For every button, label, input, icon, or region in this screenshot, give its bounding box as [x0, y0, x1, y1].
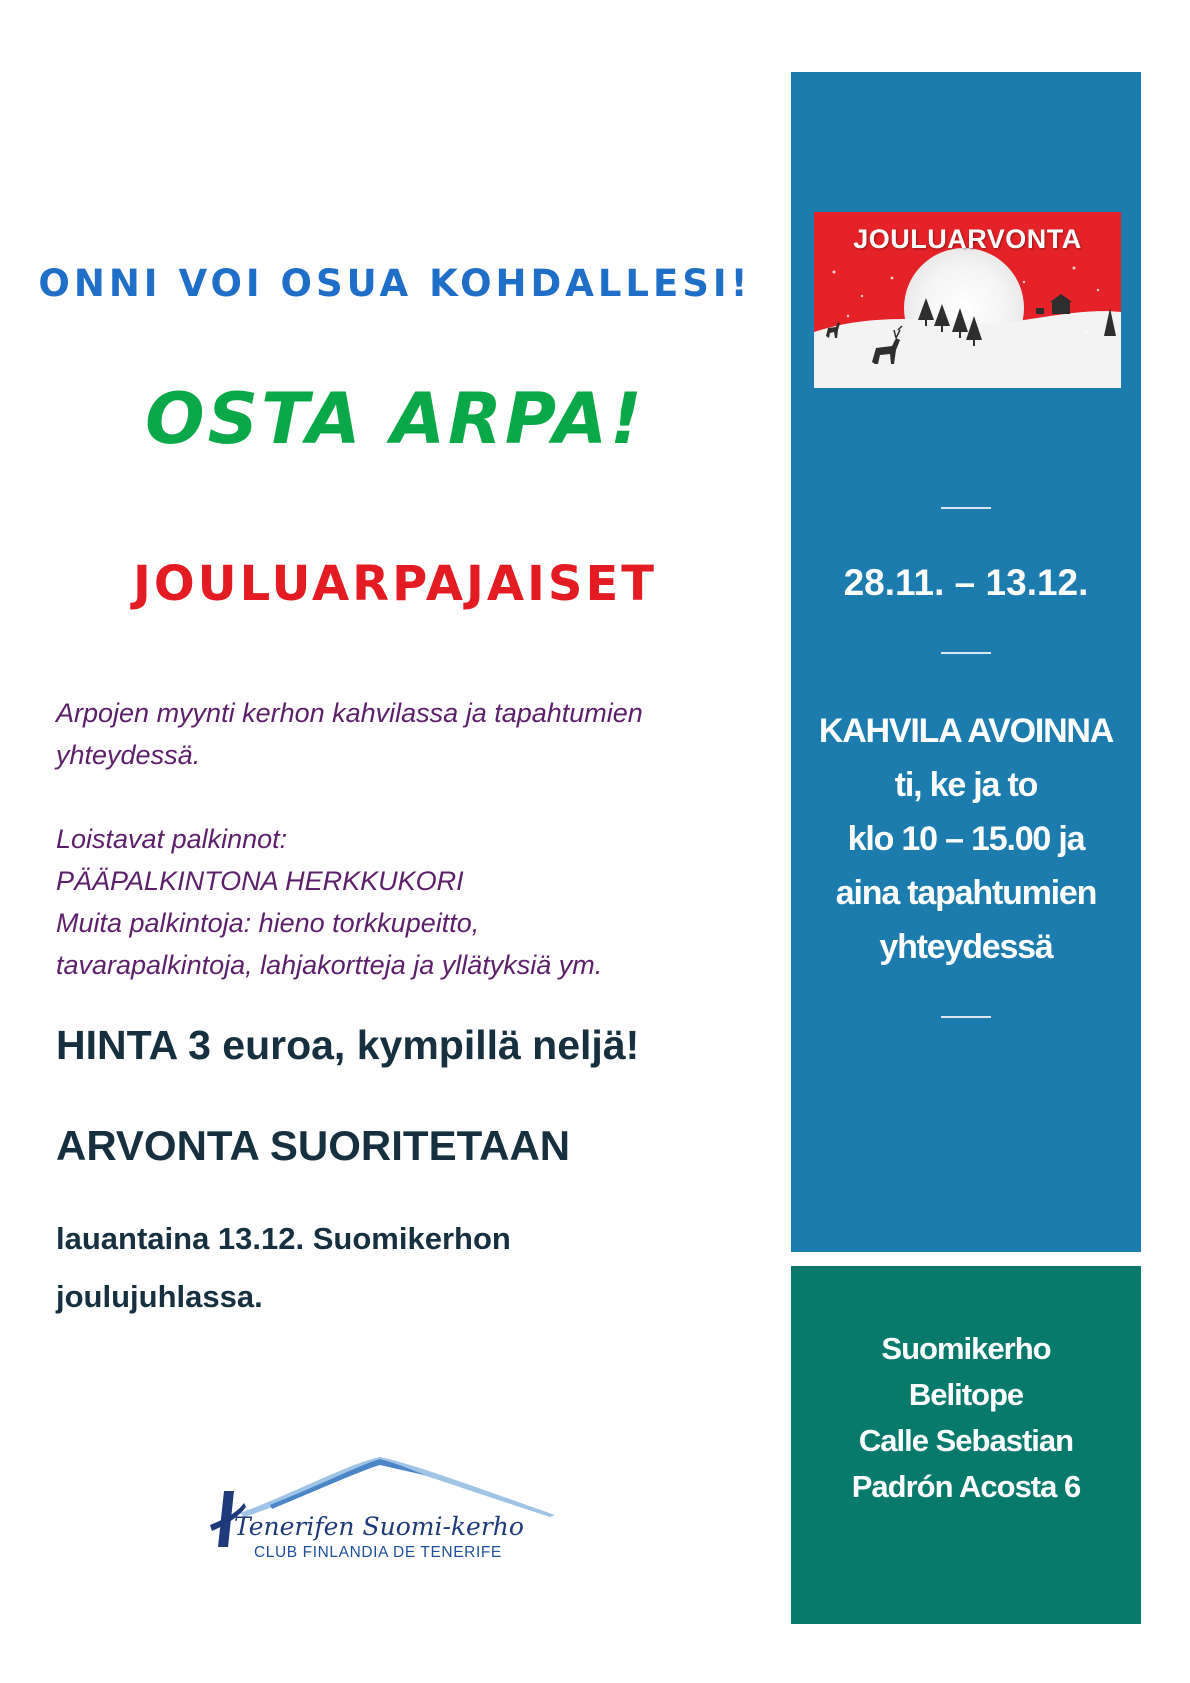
draw-details-line: lauantaina 13.12. Suomikerhon	[56, 1221, 511, 1256]
address-line: Calle Sebastian	[858, 1423, 1074, 1458]
sales-info-line: Arpojen myynti kerhon kahvilassa ja tapahtumien	[56, 698, 643, 728]
logo-text: Tenerifen Suomi-kerho	[234, 1512, 524, 1541]
cafe-hours-line: KAHVILA AVOINNA	[818, 712, 1114, 750]
draw-details-line: joulujuhlassa.	[56, 1279, 263, 1314]
address-line: Padrón Acosta 6	[851, 1469, 1081, 1504]
christmas-raffle-banner	[814, 212, 1121, 388]
address-box	[791, 1266, 1141, 1624]
cafe-hours	[791, 704, 1141, 974]
sales-info	[56, 692, 776, 776]
cafe-hours-line: yhteydessä	[879, 928, 1053, 966]
ticket-price: HINTA 3 euroa, kympillä neljä!	[56, 1022, 640, 1068]
address-line: Suomikerho	[881, 1331, 1051, 1366]
prizes-info	[56, 818, 776, 986]
sales-info-line: yhteydessä.	[56, 740, 201, 770]
main-prize: PÄÄPALKINTONA HERKKUKORI	[56, 866, 464, 896]
cafe-hours-line: klo 10 – 15.00 ja	[847, 820, 1085, 858]
address-line: Belitope	[908, 1377, 1024, 1412]
banner-title: JOULUARVONTA	[853, 224, 1082, 254]
cafe-hours-line: ti, ke ja to	[894, 766, 1038, 804]
cafe-hours-line: aina tapahtumien	[835, 874, 1097, 912]
other-prizes-line: tavarapalkintoja, lahjakortteja ja yllätyksiä ym.	[56, 950, 603, 980]
other-prizes-line: Muita palkintoja: hieno torkkupeitto,	[56, 908, 480, 938]
divider	[941, 652, 991, 654]
club-address	[791, 1326, 1141, 1510]
divider	[941, 1016, 991, 1018]
club-logo	[210, 1455, 570, 1565]
event-title: JOULUARPAJAISET	[132, 556, 657, 612]
luck-headline: ONNI VOI OSUA KOHDALLESI!	[38, 262, 752, 305]
draw-heading: ARVONTA SUORITETAAN	[56, 1122, 571, 1169]
prizes-intro: Loistavat palkinnot:	[56, 824, 288, 854]
logo-subtext: CLUB FINLANDIA DE TENERIFE	[254, 1544, 502, 1561]
info-sidebar	[791, 72, 1141, 1252]
buy-ticket-headline: OSTA ARPA!	[145, 378, 645, 460]
divider	[941, 507, 991, 509]
raffle-dates: 28.11. – 13.12.	[843, 562, 1089, 603]
draw-details	[56, 1210, 511, 1326]
